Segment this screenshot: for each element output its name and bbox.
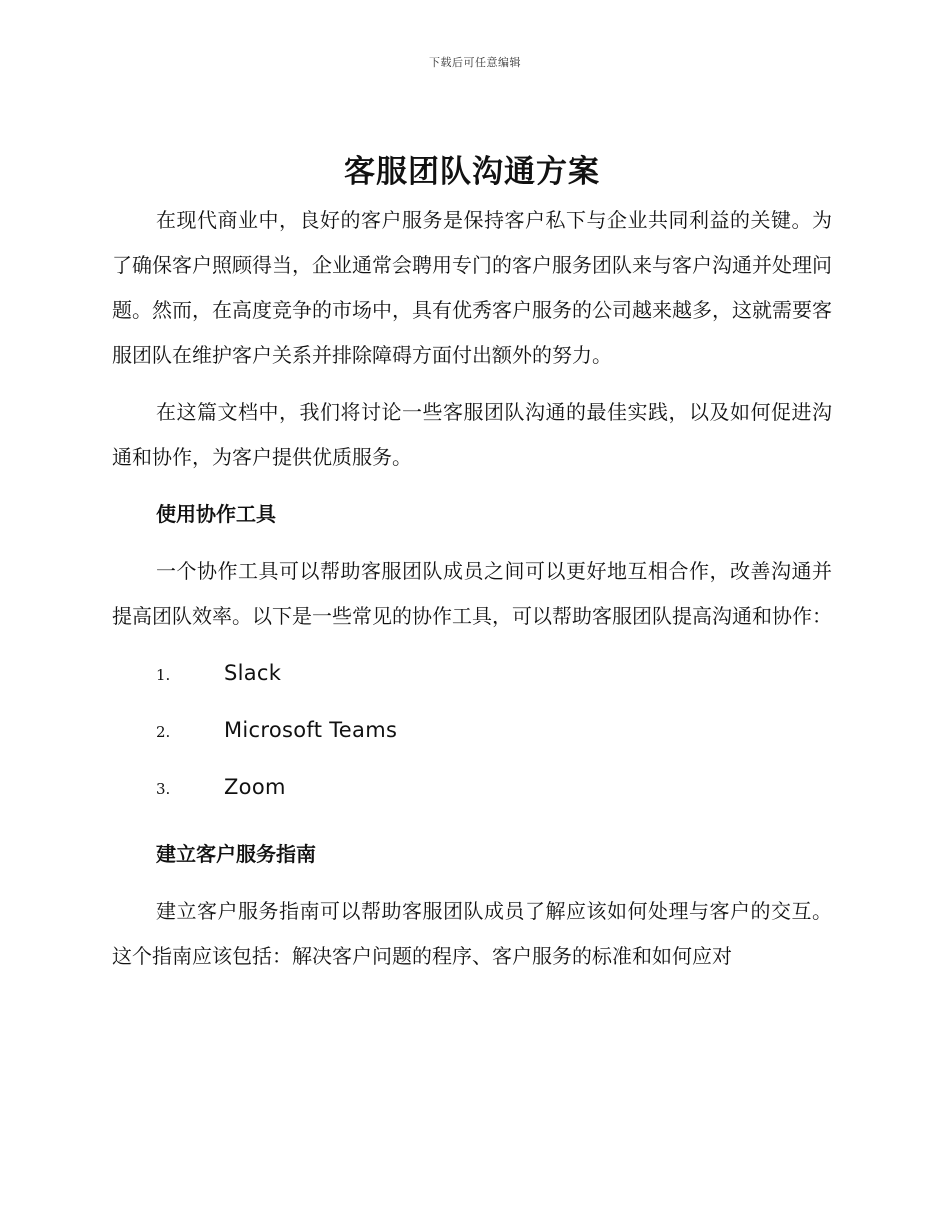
list-item [112,651,832,708]
section-paragraph-service-guide: 建立客户服务指南可以帮助客服团队成员了解应该如何处理与客户的交互。这个指南应该包括：解决客户问题的程序、客户服务的标准和如何应对 [112,899,832,968]
intro-paragraph-2: 在这篇文档中，我们将讨论一些客服团队沟通的最佳实践，以及如何促进沟通和协作，为客户提供优质服务。 [112,400,832,469]
list-item-number: 3. [156,780,171,798]
list-item-text: Microsoft Teams [224,718,398,742]
list-item [112,765,832,822]
document-body [112,150,832,991]
document-title: 客服团队沟通方案 [344,154,600,190]
running-header: 下载后可任意编辑 [429,56,521,69]
collaboration-tools-list [112,651,832,822]
section-heading-service-guide: 建立客户服务指南 [156,842,316,866]
section-paragraph-collaboration-tools: 一个协作工具可以帮助客服团队成员之间可以更好地互相合作，改善沟通并提高团队效率。以下是一些常见的协作工具，可以帮助客服团队提高沟通和协作： [112,559,832,628]
list-item-text: Slack [224,661,282,685]
intro-paragraph-1: 在现代商业中，良好的客户服务是保持客户私下与企业共同利益的关键。为了确保客户照顾得当，企业通常会聘用专门的客户服务团队来与客户沟通并处理问题。然而，在高度竞争的市场中，具有优秀客户服务的公司越来越多，这就需要客服团队在维护客户关系并排除障碍方面付出额外的努力。 [112,208,832,367]
list-item-number: 1. [156,666,171,684]
list-item-text: Zoom [224,775,286,799]
list-item [112,708,832,765]
list-item-number: 2. [156,723,171,741]
section-heading-collaboration-tools: 使用协作工具 [156,502,276,526]
